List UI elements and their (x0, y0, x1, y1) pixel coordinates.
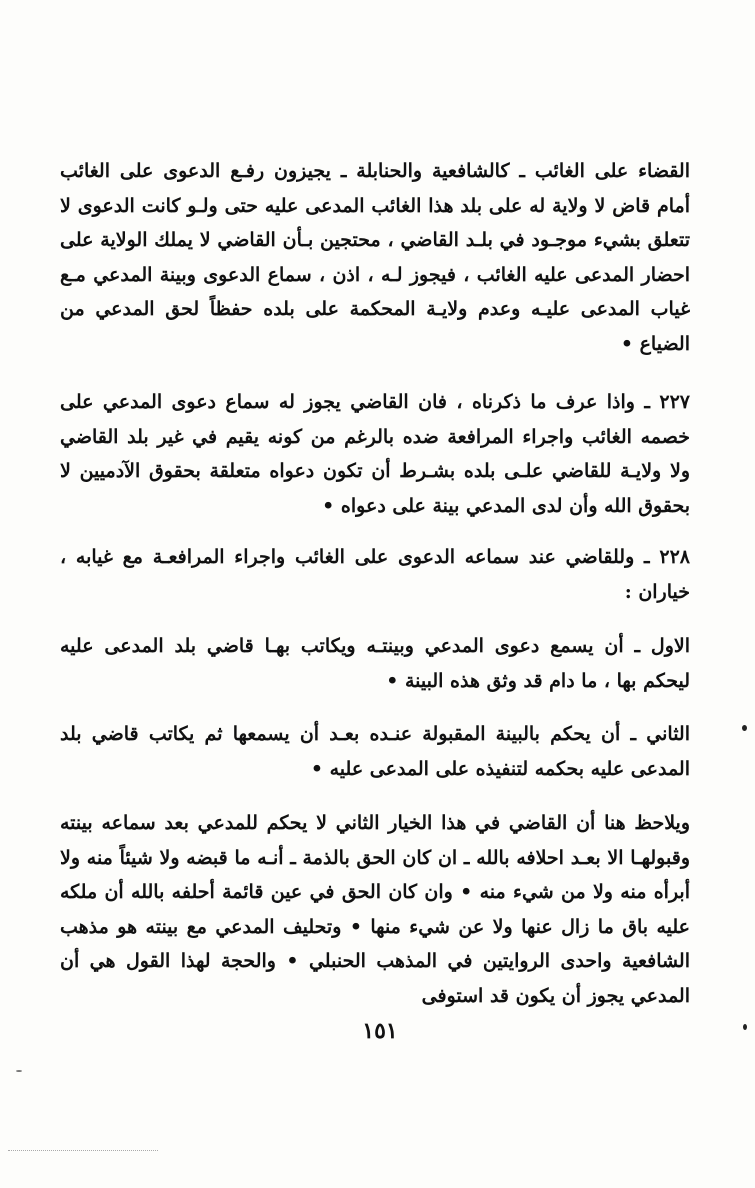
paragraph-text: الاول ـ أن يسمع دعوى المدعي وبينتـه ويكاتب بهـا قاضي بلد المدعى عليه ليحكم بها ، ما دام قد وثق هذه البينة • (60, 635, 690, 692)
scan-noise (8, 1150, 158, 1154)
paragraph-text: الثاني ـ أن يحكم بالبينة المقبولة عنـده بعـد أن يسمعها ثم يكاتب قاضي بلد المدعى عليه بحكمه لتنفيذه على المدعى عليه • (60, 723, 690, 780)
paragraph-note (60, 806, 690, 1013)
scan-speck (16, 1070, 22, 1072)
paragraph-text: ويلاحظ هنا أن القاضي في هذا الخيار الثاني لا يحكم للمدعي بعد سماعه بينته وقبولهـا الا بعـد احلافه بالله ـ ان كان الحق بالذمة ـ أنـه ما قبضه ولا شيئاً منه ولا أبرأه منه ولا من شيء منه • وان كان الحق في عين قائمة أحلفه بالله أن ملكه عليه باق ما زال عنها ولا عن شيء منها • وتحليف المدعي مع بينته هو مذهب الشافعية واحدى الروايتين في المذهب الحنبلي • والحجة لهذا القول هي أن المدعي يجوز أن يكون قد استوفى (60, 812, 690, 1007)
paragraph-228 (60, 540, 690, 609)
paragraph-first-option (60, 629, 690, 698)
paragraph-text: ٢٢٨ ـ وللقاضي عند سماعه الدعوى على الغائب واجراء المرافعـة مع غيابه ، خياران : (60, 546, 690, 603)
paragraph-second-option (60, 717, 690, 786)
paragraph-227 (60, 385, 690, 523)
paragraph-text: القضاء على الغائب ـ كالشافعية والحنابلة ـ يجيزون رفـع الدعوى على الغائب أمام قاض لا ولاية له على بلد هذا الغائب المدعى عليه حتى ولـو كانت الدعوى لا تتعلق بشيء موجـود في بلـد القاضي ، محتجين بـأن القاضي لا يملك الولاية على احضار المدعى عليه الغائب ، فيجوز لـه ، اذن ، سماع الدعوى وبينة المدعي مـع غياب المدعى عليـه وعدم ولايـة المحكمة على بلده حفظاً لحق المدعي من الضياع • (60, 160, 690, 355)
paragraph-absent-defendant-ruling (60, 154, 690, 361)
page-number: ١٥١ (362, 1018, 398, 1044)
scan-speck (742, 725, 747, 731)
scan-speck (743, 1024, 747, 1030)
paragraph-text: ٢٢٧ ـ واذا عرف ما ذكرناه ، فان القاضي يجوز له سماع دعوى المدعي على خصمه الغائب واجراء المرافعة ضده بالرغم من كونه يقيم في غير بلد القاضي ولا ولايـة للقاضي علـى بلده بشـرط أن تكون دعواه متعلقة بحقوق الآدميين لا بحقوق الله وأن لدى المدعي بينة على دعواه • (60, 391, 690, 517)
